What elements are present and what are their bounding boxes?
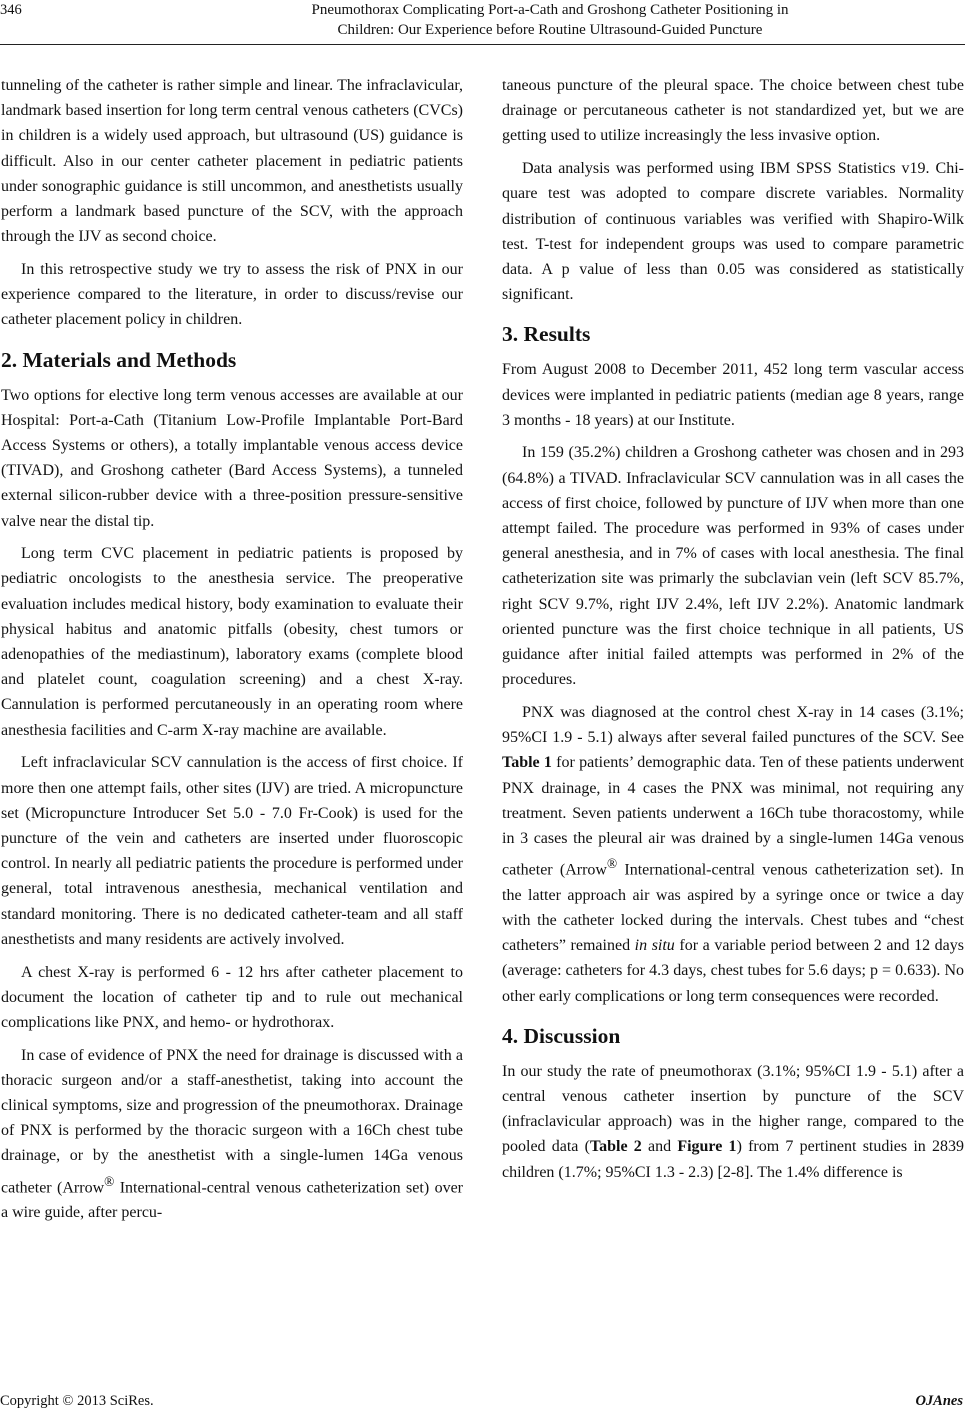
section-heading-results: 3. Results bbox=[502, 322, 591, 347]
italic-term: in situ bbox=[634, 937, 675, 955]
paragraph: From August 2008 to December 2011, 452 long term vascular access devices were implanted in pediatric patients (median age 8 years, range 3 months - 18 years) at our Institute. bbox=[502, 361, 964, 429]
section-heading-methods: 2. Materials and Methods bbox=[1, 347, 237, 372]
paragraph: In 159 (35.2%) children a Groshong catheter was chosen and in 293 (64.8%) a TIVAD. Infraclavicular SCV cannulation was in all cases the access of first choice, followed by puncture of IJV when more than one attempt failed. The procedure was performed in 93% of cases under general anesthesia, and in 7% of cases with local anesthesia. The final catheterization site was primarly the subclavian vein (left SCV 85.7%, right SCV 9.7%, right IJV 2.4%, left IJV 2.2%). Anatomic landmark oriented puncture was the first choice technique in all patients, US guidance after initial failed attempts was performed in 2% of the procedures. bbox=[502, 444, 964, 689]
paragraph: Left infraclavicular SCV cannulation is the access of first choice. If more then one attempt fails, other sites (IJV) are tried. A micropuncture set (Micropuncture Introducer Set 5.0 - 7.0 Fr-Cook) is used for the puncture of the vein and catheters are inserted under fluoroscopic control. In nearly all pediatric patients the procedure is performed under general, total intravenous anesthesia, mechanical ventilation and standard monitoring. There is no dedicated catheter-team and all staff anesthetists and many residents are actively involved. bbox=[1, 754, 463, 948]
page-number: 346 bbox=[0, 2, 22, 18]
footer-copyright: Copyright © 2013 SciRes. bbox=[0, 1393, 154, 1409]
section-heading-discussion: 4. Discussion bbox=[502, 1023, 621, 1048]
text-run: for patients’ demographic data. Ten of these patients underwent PNX drainage, in 4 cases the PNX was minimal, not requiring any treatment. Seven patients underwent a 16Ch tube thoracostomy, while in 3 cases the pleural air was drained by a single-lumen 14Ga venous catheter (Arrow bbox=[502, 754, 965, 879]
paragraph: In this retrospective study we try to assess the risk of PNX in our experience compared to the literature, in order to discuss/revise our catheter placement policy in children. bbox=[1, 260, 463, 329]
left-column bbox=[1, 73, 463, 1233]
footer-journal: OJAnes bbox=[915, 1393, 963, 1409]
text-run: and bbox=[641, 1138, 678, 1156]
text-run: PNX was diagnosed at the control chest X-ray in 14 cases (3.1%; 95%CI 1.9 - 5.1) always after several failed punctures of the SCV. See bbox=[502, 703, 964, 747]
running-header bbox=[190, 0, 910, 40]
text-run: In case of evidence of PNX the need for drainage is discussed with a thoracic surgeon and/or a staff-anesthetist, taking into account the clinical symptoms, size and progression of the pneumothorax. Drainage of PNX is performed by the thoracic surgeon with a 16Ch chest tube drainage, or by the anesthetist with a single-lumen 14Ga venous catheter (Arrow bbox=[1, 1046, 463, 1196]
paragraph: Long term CVC placement in pediatric patients is proposed by pediatric oncologists to the anesthesia service. The preoperative evaluation includes medical history, body examination to evaluate their physical habitus and anatomic pitfalls (obesity, chest tumors or adenopathies of the mediastinum), laboratory exams (complete blood and platelet count, coagulation screening) and a chest X-ray. Cannulation is performed percutaneously in an operating room where anesthesia facilities and C-arm X-ray machine are available. bbox=[1, 545, 463, 739]
paragraph: taneous puncture of the pleural space. The choice between chest tube drainage or percutaneous catheter is not standardized yet, but we are getting used to utilize increasingly the less invasive option. bbox=[502, 77, 964, 145]
header-title-line-1: Pneumothorax Complicating Port-a-Cath and Groshong Catheter Positioning in bbox=[311, 2, 789, 18]
table-reference[interactable]: Table 1 bbox=[502, 754, 552, 772]
figure-reference[interactable]: Figure 1 bbox=[677, 1138, 737, 1156]
registered-mark: ® bbox=[607, 856, 618, 872]
paragraph bbox=[502, 1059, 964, 1185]
paragraph bbox=[1, 1043, 463, 1226]
registered-mark: ® bbox=[104, 1173, 115, 1189]
text-run: ) from 7 pertinent studies in 2839 children (1.7%; 95%CI 1.3 - 2.3) [2-8]. The 1.4% difference is bbox=[502, 1138, 964, 1181]
text-run: International-central venous catheterization set). In the latter approach air was aspired by a syringe once or twice a day with the catheter locked during the intervals. Chest tubes and “chest catheters” remained bbox=[502, 861, 965, 955]
text-run: for a variable period between 2 and 12 days (average: catheters for 4.3 days, chest tubes for 5.6 days; p = 0.633). No other early complications or long term consequences were recorded. bbox=[502, 937, 965, 1005]
header-title-line-2: Children: Our Experience before Routine Ultrasound-Guided Puncture bbox=[337, 22, 763, 38]
paragraph: A chest X-ray is performed 6 - 12 hrs after catheter placement to document the location of catheter tip and to rule out mechanical complications like PNX, and hemo- or hydrothorax. bbox=[1, 963, 463, 1031]
paragraph: tunneling of the catheter is rather simple and linear. The infraclavicular, landmark based insertion for long term central venous catheters (CVCs) in children is a widely used approach, but ultrasound (US) guidance is difficult. Also in our center catheter placement in pediatric patients under sonographic guidance is still uncommon, and anesthetists usually perform a landmark based puncture of the SCV, with the approach through the IJV as second choice. bbox=[1, 77, 463, 246]
text-run: International-central venous catheterization set) over a wire guide, after percu- bbox=[1, 1178, 463, 1222]
paragraph: Two options for elective long term venous accesses are available at our Hospital: Port-a-Cath (Titanium Low-Profile Implantable Port-Bard Access Systems or others), a totally implantable venous access device (TIVAD), and Groshong catheter (Bard Access Systems), a tunneled external silicon-rubber device with a three-position pressure-sensitive valve near the distal tip. bbox=[1, 386, 463, 530]
header-rule bbox=[0, 44, 965, 45]
paragraph: Data analysis was performed using IBM SPSS Statistics v19. Chi-quare test was adopted to compare discrete variables. Normality distribution of continuous variables was verified with Shapiro-Wilk test. T-test for independent groups was used to compare parametric data. A p value of less than 0.05 was considered as statistically significant. bbox=[502, 160, 964, 304]
paragraph bbox=[502, 700, 964, 1009]
table-reference[interactable]: Table 2 bbox=[589, 1138, 642, 1156]
right-column bbox=[502, 73, 964, 1192]
text-run: In our study the rate of pneumothorax (3.1%; 95%CI 1.9 - 5.1) after a central venous catheter insertion by puncture of the SCV (infraclavicular approach) was in the higher range, compared to the pooled data ( bbox=[502, 1062, 964, 1156]
